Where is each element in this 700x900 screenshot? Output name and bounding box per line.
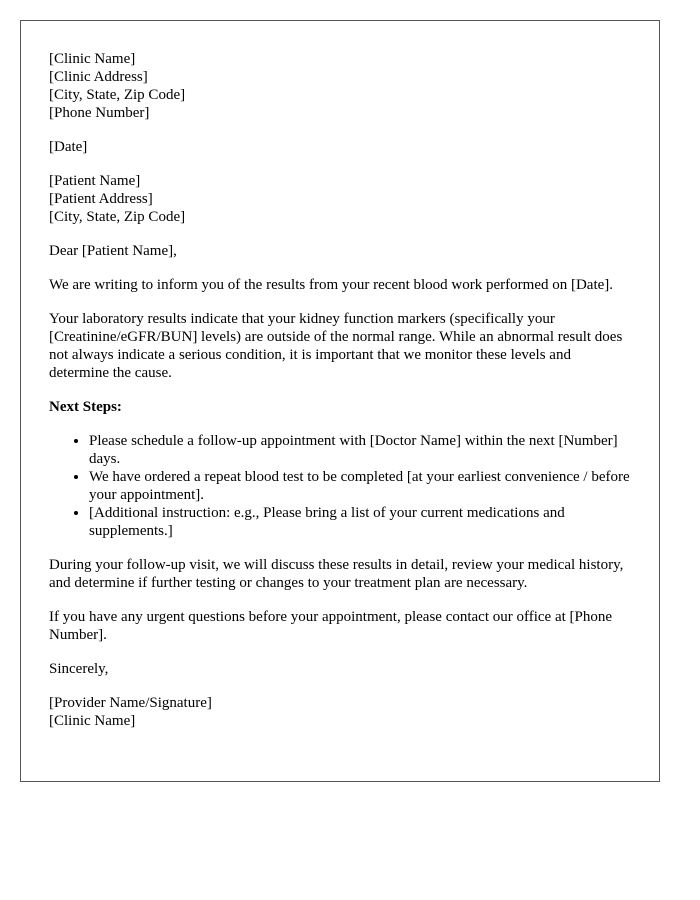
signature-clinic-name: [Clinic Name] [49, 713, 136, 729]
intro-paragraph: We are writing to inform you of the results from your recent blood work performed on [Date]. [49, 277, 614, 293]
clinic-address-block [49, 50, 631, 122]
results-paragraph: Your laboratory results indicate that your kidney function markers (specifically your [Creatinine/eGFR/BUN] levels) are outside of the normal range. While an abnormal result does not always indicate a serious condition, it is important that we monitor these levels and determine the cause. [49, 311, 623, 381]
clinic-phone: [Phone Number] [49, 105, 150, 121]
patient-address-block [49, 172, 631, 226]
patient-city-state-zip: [City, State, Zip Code] [49, 209, 186, 225]
letter-date: [Date] [49, 139, 88, 155]
next-steps-heading: Next Steps: [49, 399, 122, 415]
clinic-address: [Clinic Address] [49, 69, 148, 85]
next-steps-list [49, 432, 631, 540]
clinic-name: [Clinic Name] [49, 51, 136, 67]
signature-block [49, 694, 631, 730]
patient-name: [Patient Name] [49, 173, 141, 189]
date-block [49, 138, 631, 156]
closing: Sincerely, [49, 661, 109, 677]
next-step-item: • [Additional instruction: e.g., Please bring a list of your current medications and supplements.] [89, 504, 631, 540]
salutation: Dear [Patient Name], [49, 243, 177, 259]
patient-address: [Patient Address] [49, 191, 153, 207]
contact-paragraph: If you have any urgent questions before your appointment, please contact our office at [Phone Number]. [49, 609, 613, 643]
next-step-item: • Please schedule a follow-up appointment with [Doctor Name] within the next [Number] days. [89, 432, 631, 468]
clinic-city-state-zip: [City, State, Zip Code] [49, 87, 186, 103]
next-step-item: • We have ordered a repeat blood test to be completed [at your earliest convenience / before your appointment]. [89, 468, 631, 504]
followup-paragraph: During your follow-up visit, we will discuss these results in detail, review your medical history, and determine if further testing or changes to your treatment plan are necessary. [49, 557, 624, 591]
provider-signature: [Provider Name/Signature] [49, 695, 212, 711]
letter-page [20, 20, 660, 782]
